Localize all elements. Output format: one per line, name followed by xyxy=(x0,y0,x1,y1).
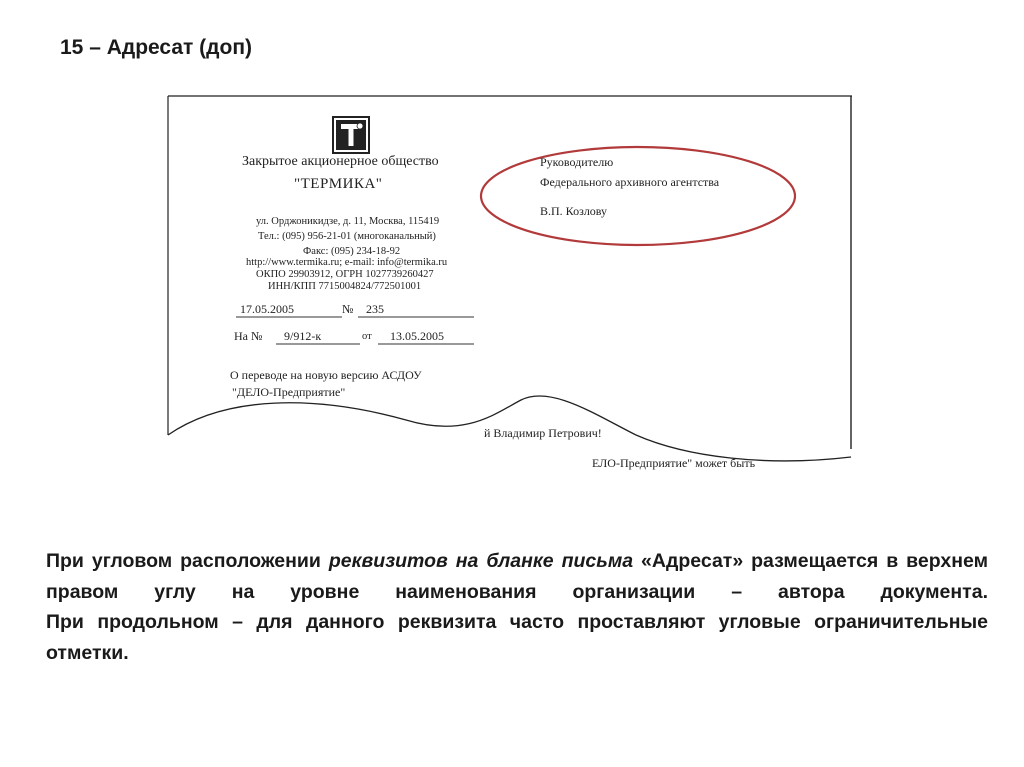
fax-line: Факс: (095) 234-18-92 xyxy=(303,246,401,257)
description-text xyxy=(46,546,988,668)
inn-line: ИНН/КПП 7715004824/772501001 xyxy=(268,281,422,292)
letter-date: 17.05.2005 xyxy=(240,302,294,316)
description-paragraph-1 xyxy=(46,546,988,607)
description-emphasis: реквизитов на бланке письма xyxy=(328,550,634,572)
letter-sample xyxy=(166,95,856,480)
addressee-organization: Федерального архивного агентства xyxy=(540,175,720,189)
from-label: от xyxy=(362,331,372,342)
reference-date: 13.05.2005 xyxy=(390,329,444,343)
description-paragraph-2: При продольном – для данного реквизита часто проставляют угловые ограничительные отметки. xyxy=(46,611,988,664)
address-line: ул. Орджоникидзе, д. 11, Москва, 115419 xyxy=(256,216,440,227)
subject-line1: О переводе на новую версию АСДОУ xyxy=(230,368,422,382)
web-email-line: http://www.termika.ru; e-mail: info@termika.ru xyxy=(246,257,448,268)
addressee-name: В.П. Козлову xyxy=(540,204,608,218)
phone-line: Тел.: (095) 956-21-01 (многоканальный) xyxy=(258,231,436,242)
highlight-ellipse xyxy=(481,147,795,245)
letter-body-fragment: ЕЛО-Предприятие" может быть xyxy=(592,456,756,470)
org-name-line1: Закрытое акционерное общество xyxy=(242,154,439,169)
reference-number: 9/912-к xyxy=(284,329,322,343)
org-name-line2: "ТЕРМИКА" xyxy=(294,176,383,192)
letter-number: 235 xyxy=(366,302,384,316)
description-text-span: При угловом расположении xyxy=(46,550,329,572)
okpo-line: ОКПО 29903912, ОГРН 1027739260427 xyxy=(256,269,434,280)
slide-title: 15 – Адресат (доп) xyxy=(60,36,252,59)
termika-logo-icon xyxy=(332,116,370,154)
letter-greeting: й Владимир Петрович! xyxy=(484,426,602,440)
reference-label: На № xyxy=(234,329,263,343)
description-text-span: «Адресат» размещается в верхнем правом углу на уровне наименования организации – автора документа. xyxy=(46,550,988,603)
subject-line2: "ДЕЛО-Предприятие" xyxy=(232,385,346,399)
number-label: № xyxy=(342,302,354,316)
addressee-position: Руководителю xyxy=(540,155,614,169)
